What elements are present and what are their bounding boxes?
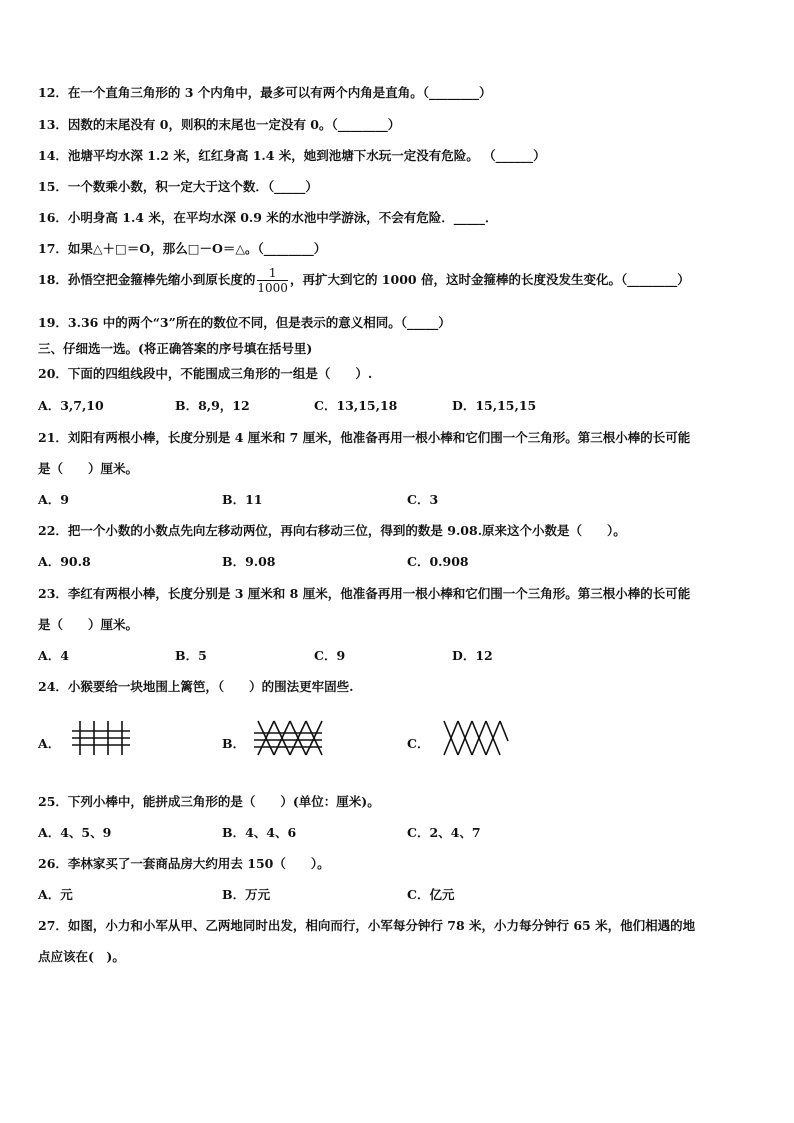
q21-option-c: C．3: [407, 492, 439, 507]
q22-option-a: A．90.8: [38, 554, 91, 569]
question-23-line2: 是（ ）厘米。: [38, 617, 139, 632]
q22-option-c: C．0.908: [407, 554, 469, 569]
fraction-one-thousandth: [257, 266, 288, 295]
q24-option-c: C．: [407, 736, 430, 751]
q20-option-d: D．15,15,15: [452, 398, 537, 413]
question-12: 12．在一个直角三角形的 3 个内角中，最多可以有两个内角是直角。（________）: [38, 85, 492, 100]
question-21-line1: 21．刘阳有两根小棒，长度分别是 4 厘米和 7 厘米，他准备再用一根小棒和它们围一个三角形。第三根小棒的长可能: [38, 430, 691, 445]
q26-option-c: C．亿元: [407, 887, 455, 902]
q25-option-c: C．2、4、7: [407, 825, 481, 840]
question-24: 24．小猴要给一块地围上篱笆，（ ）的围法更牢固些.: [38, 679, 354, 694]
question-26: 26．李林家买了一套商品房大约用去 150（ ）。: [38, 856, 330, 871]
question-18-suffix: ，再扩大到它的 1000 倍，这时金箍棒的长度没发生变化。（________）: [289, 272, 690, 287]
fence-grid-figure: [70, 719, 134, 757]
question-18: [38, 266, 690, 295]
question-15: 15．一个数乘小数，积一定大于这个数．（_____）: [38, 179, 318, 194]
q23-option-c: C．9: [314, 648, 346, 663]
q23-option-b: B．5: [175, 648, 207, 663]
q26-option-a: A．元: [38, 887, 73, 902]
q23-option-d: D．12: [452, 648, 493, 663]
q23-option-a: A．4: [38, 648, 69, 663]
q21-option-a: A．9: [38, 492, 69, 507]
question-19: 19．3.36 中的两个“3”所在的数位不同，但是表示的意义相同。（_____）: [38, 315, 451, 330]
fence-lattice-figure: [440, 719, 512, 757]
fraction-denominator: 1000: [257, 281, 288, 295]
question-18-prefix: 18．孙悟空把金箍棒先缩小到原长度的: [38, 272, 256, 287]
question-17: 17．如果△＋□＝O，那么□－O＝△。（________）: [38, 241, 327, 256]
q25-option-b: B．4、4、6: [222, 825, 297, 840]
question-22: 22．把一个小数的小数点先向左移动两位，再向右移动三位，得到的数是 9.08.原来这个小数是（ ）。: [38, 523, 626, 538]
fraction-numerator: 1: [257, 266, 288, 281]
question-27-line2: 点应该在( )。: [38, 949, 125, 964]
fence-cross-rail-figure: [252, 719, 324, 757]
question-27-line1: 27．如图，小力和小军从甲、乙两地同时出发，相向而行，小军每分钟行 78 米，小力每分钟行 65 米，他们相遇的地: [38, 918, 696, 933]
question-14: 14．池塘平均水深 1.2 米，红红身高 1.4 米，她到池塘下水玩一定没有危险。 （______）: [38, 148, 546, 163]
question-23-line1: 23．李红有两根小棒，长度分别是 3 厘米和 8 厘米，他准备再用一根小棒和它们围一个三角形。第三根小棒的长可能: [38, 586, 691, 601]
question-13: 13．因数的末尾没有 0，则积的末尾也一定没有 0。（________）: [38, 117, 401, 132]
q24-option-b: B．: [222, 736, 246, 751]
question-20: 20．下面的四组线段中，不能围成三角形的一组是（ ）.: [38, 366, 373, 381]
question-21-line2: 是（ ）厘米。: [38, 461, 139, 476]
q20-option-a: A．3,7,10: [38, 398, 104, 413]
section-3-heading: 三、仔细选一选。(将正确答案的序号填在括号里): [38, 341, 313, 356]
q21-option-b: B．11: [222, 492, 263, 507]
q26-option-b: B．万元: [222, 887, 271, 902]
fence-slat: [500, 721, 508, 741]
q20-option-b: B．8,9，12: [175, 398, 250, 413]
q22-option-b: B．9.08: [222, 554, 276, 569]
q20-option-c: C．13,15,18: [314, 398, 398, 413]
q25-option-a: A．4、5、9: [38, 825, 112, 840]
q24-option-a: A．: [38, 736, 61, 751]
question-25: 25．下列小棒中，能拼成三角形的是（ ）(单位：厘米)。: [38, 794, 380, 809]
question-16: 16．小明身高 1.4 米，在平均水深 0.9 米的水池中学游泳，不会有危险．_____．: [38, 210, 498, 225]
